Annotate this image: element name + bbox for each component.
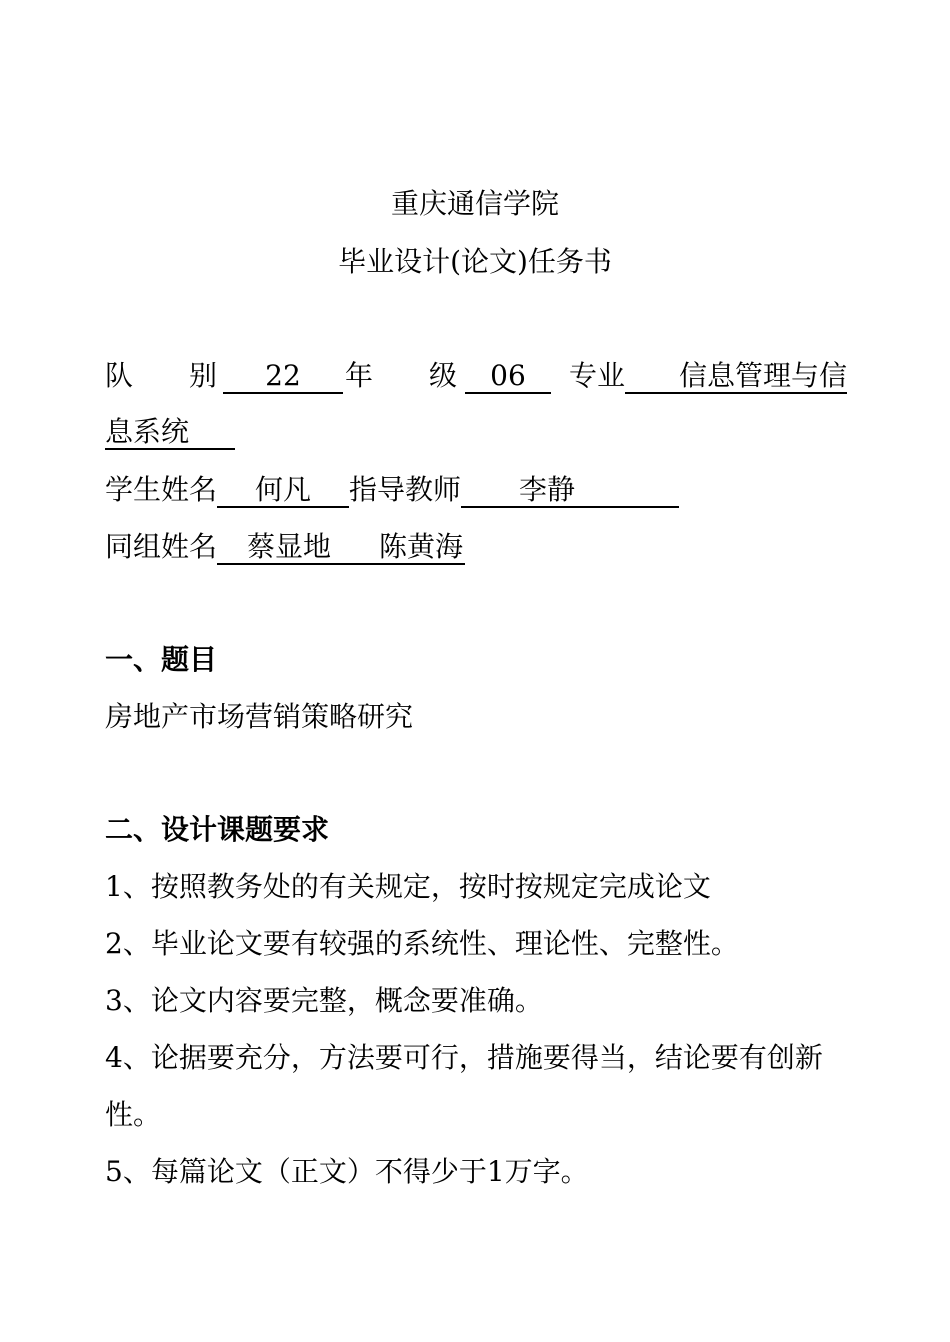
advisor-value: 李静: [461, 474, 679, 508]
team-label: 队 别: [105, 359, 218, 392]
section-title-topic: 一、题目: [105, 643, 218, 676]
group-member-1: 蔡显地: [247, 530, 332, 563]
school-name: 重庆通信学院: [390, 187, 559, 220]
topic-text: 房地产市场营销策略研究: [105, 700, 414, 733]
grade-label: 年 级: [345, 359, 458, 392]
student-value: 何凡: [217, 474, 349, 508]
info-row-student: [105, 472, 679, 508]
student-label: 学生姓名: [105, 473, 218, 506]
requirement-item: 2、毕业论文要有较强的系统性、理论性、完整性。: [105, 927, 739, 960]
info-row-major-cont: [105, 414, 235, 450]
requirement-item: 3、论文内容要完整，概念要准确。: [105, 984, 543, 1017]
info-row-group: [105, 529, 465, 565]
team-value: 22: [223, 360, 343, 394]
group-members: [217, 531, 465, 565]
document-title: 毕业设计(论文)任务书: [338, 245, 612, 278]
info-row-team: [105, 358, 847, 394]
group-member-2: 陈黄海: [379, 530, 464, 563]
requirement-item-cont: 性。: [105, 1098, 162, 1131]
section-title-requirements: 二、设计课题要求: [105, 813, 330, 846]
requirement-item: 1、按照教务处的有关规定，按时按规定完成论文: [105, 870, 711, 903]
major-value-line2: 息系统: [105, 416, 235, 450]
grade-value: 06: [465, 360, 551, 394]
group-label: 同组姓名: [105, 530, 218, 563]
requirement-item: 5、每篇论文（正文）不得少于1万字。: [105, 1155, 589, 1188]
advisor-label: 指导教师: [349, 473, 462, 506]
requirement-item: 4、论据要充分，方法要可行，措施要得当，结论要有创新: [105, 1041, 823, 1074]
major-label: 专业: [569, 359, 626, 392]
major-value-line1: 信息管理与信: [625, 360, 847, 394]
